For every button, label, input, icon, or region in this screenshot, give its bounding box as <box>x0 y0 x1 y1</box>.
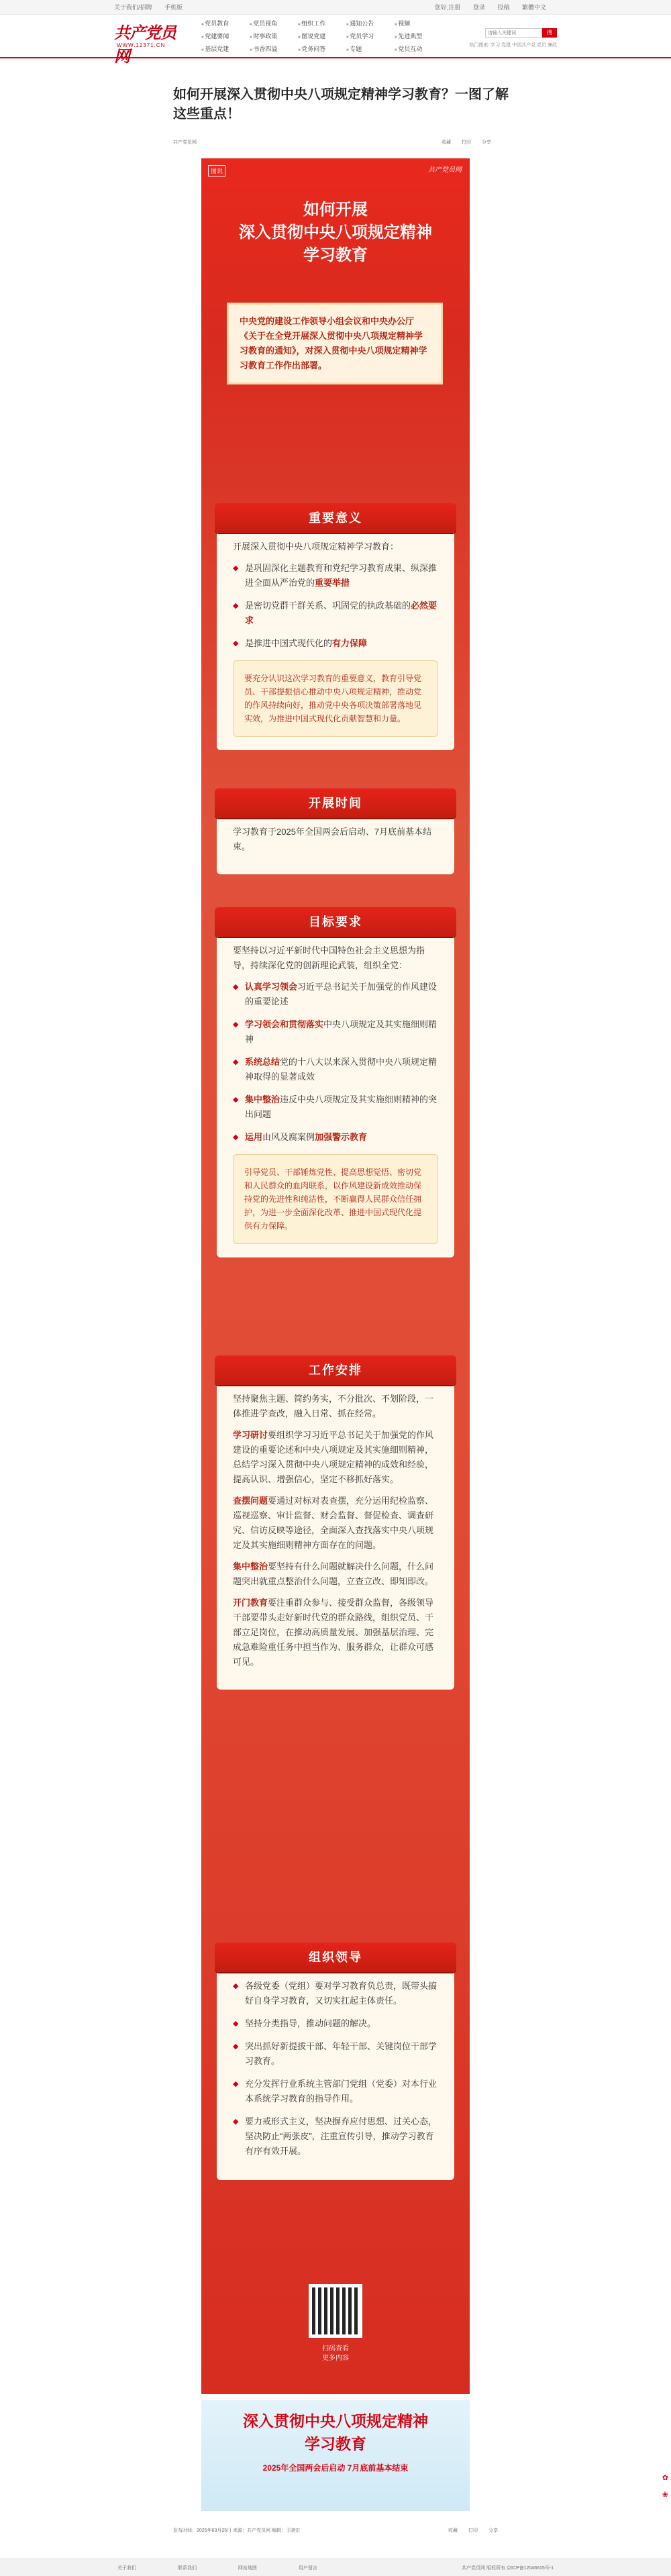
print-button[interactable]: 打印 <box>462 140 472 145</box>
search-box <box>469 28 557 48</box>
article-title: 如何开展深入贯彻中央八项规定精神学习教育？一图了解这些重点！ <box>173 87 509 121</box>
hot-searches[interactable]: 热门搜索: 学习 党建 中国共产党 党员 廉政 <box>469 43 557 48</box>
section-title: 工作安排 <box>215 1355 456 1385</box>
poster-intro: 中央党的建设工作领导小组会议和中央办公厅《关于在全党开展深入贯彻中央八项规定精神学习教育的通知》，对深入贯彻中央八项规定精神学习教育工作作出部署。 <box>227 303 443 384</box>
banner-title: 深入贯彻中央八项规定精神 学习教育 <box>243 2412 428 2453</box>
traditional-link[interactable]: 繁體中文 <box>521 4 546 11</box>
copyright: 共产党员网 版权所有 京ICP备12046615号-1 <box>462 2565 554 2571</box>
share-button[interactable]: 分享 <box>488 2528 498 2533</box>
nav-item[interactable]: ■ 党员视角 <box>250 19 298 28</box>
register-link[interactable]: 您好,注册 <box>434 4 461 11</box>
search-input[interactable] <box>485 28 542 38</box>
nav-item[interactable]: ■ 先进典型 <box>395 32 443 40</box>
arrangement-paragraph: 学习研讨要组织学习习近平总书记关于加强党的作风建设的重要论述和中央八项规定及其实施细则精神，总结学习深入贯彻中央八项规定精神的成效和经验，提高认识、增强信心，坚定不移抓好落实。 <box>233 1430 434 1484</box>
main-nav <box>201 19 443 53</box>
site-footer <box>0 2559 671 2576</box>
nav-item[interactable]: ■ 党建要闻 <box>201 32 250 40</box>
list-item: ◆ 各级党委（党组）要对学习教育负总责，既带头搞好自身学习教育，又切实扛起主体责任。 <box>233 1979 438 2008</box>
article-meta <box>173 139 510 146</box>
section-arrangement <box>217 1359 454 1690</box>
nav-item[interactable]: ■ 党员教育 <box>201 19 250 28</box>
nav-item[interactable]: ■ 图说党建 <box>298 32 346 40</box>
top-utility-bar <box>0 0 671 15</box>
nav-item[interactable]: ■ 组织工作 <box>298 19 346 28</box>
banner-subtitle: 2025年全国两会后启动 7月底前基本结束 <box>262 2463 409 2473</box>
list-item: ◆ 学习领会和贯彻落实中央八项规定及其实施细则精神 <box>233 1017 438 1047</box>
section-leadership <box>217 1947 454 2180</box>
list-item: ◆ 突出抓好新提拔干部、年轻干部、关键岗位干部学习教育。 <box>233 2039 438 2069</box>
qr-caption: 扫码查看 更多内容 <box>322 2345 349 2362</box>
section-title: 目标要求 <box>215 907 456 937</box>
favorite-button[interactable]: 收藏 <box>448 2528 458 2533</box>
footer-link[interactable]: 网站地图 <box>238 2565 257 2571</box>
mobile-link[interactable]: 手机版 <box>164 4 183 11</box>
nav-item[interactable]: ■ 通知公告 <box>346 19 395 28</box>
footer-link[interactable]: 联系我们 <box>177 2565 197 2571</box>
login-link[interactable]: 登录 <box>472 4 485 11</box>
poster-badge: 图说 <box>208 165 225 176</box>
share-button[interactable]: 分享 <box>482 140 491 145</box>
arrangement-paragraph: 开门教育要注重群众参与、接受群众监督，各级领导干部要带头走好新时代党的群众路线，组织党员、干部立足岗位，在推动高质量发展、加强基层治理、完成急难险重任务中担当作为、服务群众，让群众可感可见。 <box>233 1598 434 1667</box>
section-timeline <box>217 792 454 874</box>
list-item: ◆ 是巩固深化主题教育和党纪学习教育成果、纵深推进全面从严治党的重要举措 <box>233 561 438 590</box>
poster-title: 如何开展 深入贯彻中央八项规定精神 学习教育 <box>239 201 432 264</box>
weibo-icon[interactable]: ✿ <box>662 2474 668 2482</box>
section-text: 学习教育于2025年全国两会后启动、7月底前基本结束。 <box>233 827 432 852</box>
list-item: ◆ 集中整治违反中央八项规定及其实施细则精神的突出问题 <box>233 1092 438 1122</box>
section-lead: 要坚持以习近平新时代中国特色社会主义思想为指导，持续深化党的创新理论武装，组织全党： <box>233 945 425 970</box>
list-item: ◆ 系统总结党的十八大以来深入贯彻中央八项规定精神取得的显著成效 <box>233 1055 438 1084</box>
section-significance <box>217 507 454 750</box>
list-item: ◆ 要力戒形式主义，坚决摒弃应付思想、过关心态，坚决防止“两张皮”，注重宣传引导，推动学习教育有序有效开展。 <box>233 2114 438 2159</box>
publish-info: 发布时间：2025年03月25日 来源：共产党员网 编辑：王晓宏 <box>173 2528 301 2533</box>
nav-item[interactable]: ■ 党务问答 <box>298 44 346 53</box>
section-title: 重要意义 <box>215 503 456 533</box>
nav-item[interactable]: ■ 党员互动 <box>395 44 443 53</box>
article-source: 共产党员网 <box>173 140 197 145</box>
highlight-box: 引导党员、干部锤炼党性、提高思想觉悟、密切党和人民群众的血肉联系，以作风建设新成效推动保持党的先进性和纯洁性，不断赢得人民群众信任拥护，为进一步全面深化改革、推进中国式现代化提供有力保障。 <box>233 1154 438 1244</box>
list-item: ◆ 是密切党群干群关系、巩固党的执政基础的必然要求 <box>233 599 438 628</box>
list-item: ◆ 坚持分类指导，推动问题的解决。 <box>233 2016 438 2031</box>
list-item: ◆ 认真学习领会习近平总书记关于加强党的作风建设的重要论述 <box>233 980 438 1009</box>
nav-item[interactable]: ■ 视频 <box>395 19 443 28</box>
poster-signature: 共产党员网 <box>428 166 462 174</box>
site-logo[interactable]: 共产党员网 WWW.12371.CN <box>114 22 176 66</box>
arrangement-paragraph: 集中整治要坚持有什么问题就解决什么问题，什么问题突出就重点整治什么问题，立查立改、即知即改。 <box>233 1561 434 1586</box>
footer-link[interactable]: 关于我们 <box>117 2565 136 2571</box>
footer-link[interactable]: 用户留言 <box>298 2565 317 2571</box>
article-footer-meta <box>173 2527 498 2534</box>
bottom-banner <box>201 2400 470 2511</box>
nav-item[interactable]: ■ 党员学习 <box>346 32 395 40</box>
article-header <box>0 58 510 146</box>
section-title: 开展时间 <box>215 788 456 818</box>
submit-link[interactable]: 投稿 <box>497 4 510 11</box>
about-link[interactable]: 关于我们/招聘 <box>114 4 152 11</box>
nav-item[interactable]: ■ 书香四溢 <box>250 44 298 53</box>
side-share-bar <box>662 2473 668 2499</box>
nav-item[interactable]: ■ 专题 <box>346 44 395 53</box>
site-header <box>0 15 671 66</box>
section-lead: 开展深入贯彻中央八项规定精神学习教育： <box>233 542 399 552</box>
list-item: ◆ 充分发挥行业系统主管部门党组（党委）对本行业本系统学习教育的指导作用。 <box>233 2077 438 2106</box>
favorite-button[interactable]: 收藏 <box>442 140 452 145</box>
list-item: ◆ 是推进中国式现代化的有力保障 <box>233 636 438 651</box>
list-item: ◆ 运用由风及腐案例加强警示教育 <box>233 1130 438 1145</box>
print-button[interactable]: 打印 <box>468 2528 478 2533</box>
nav-item[interactable]: ■ 基层党建 <box>201 44 250 53</box>
infographic-poster <box>201 158 470 2394</box>
nav-item[interactable]: ■ 时事政策 <box>250 32 298 40</box>
section-lead: 坚持聚焦主题、简约务实，不分批次、不划阶段，一体推进学查改，融入日常、抓在经常。 <box>233 1394 434 1419</box>
wechat-icon[interactable]: ❀ <box>662 2491 668 2499</box>
section-title: 组织领导 <box>215 1943 456 1972</box>
section-goals <box>217 911 454 1257</box>
arrangement-paragraph: 查摆问题要通过对标对表查摆，充分运用纪检监察、巡视巡察、审计监督、财会监督、督促检查、调查研究、信访反映等途径，全面深入查找落实中央八项规定及其实施细则精神方面存在的问题。 <box>233 1496 434 1550</box>
search-button[interactable]: 搜 <box>542 28 557 38</box>
highlight-box: 要充分认识这次学习教育的重要意义，教育引导党员、干部提振信心推动中央八项规定精神，推动党的作风持续向好，推动党中央各项决策部署落地见实效，为推进中国式现代化贡献智慧和力量。 <box>233 660 438 737</box>
qr-code[interactable] <box>309 2284 362 2338</box>
